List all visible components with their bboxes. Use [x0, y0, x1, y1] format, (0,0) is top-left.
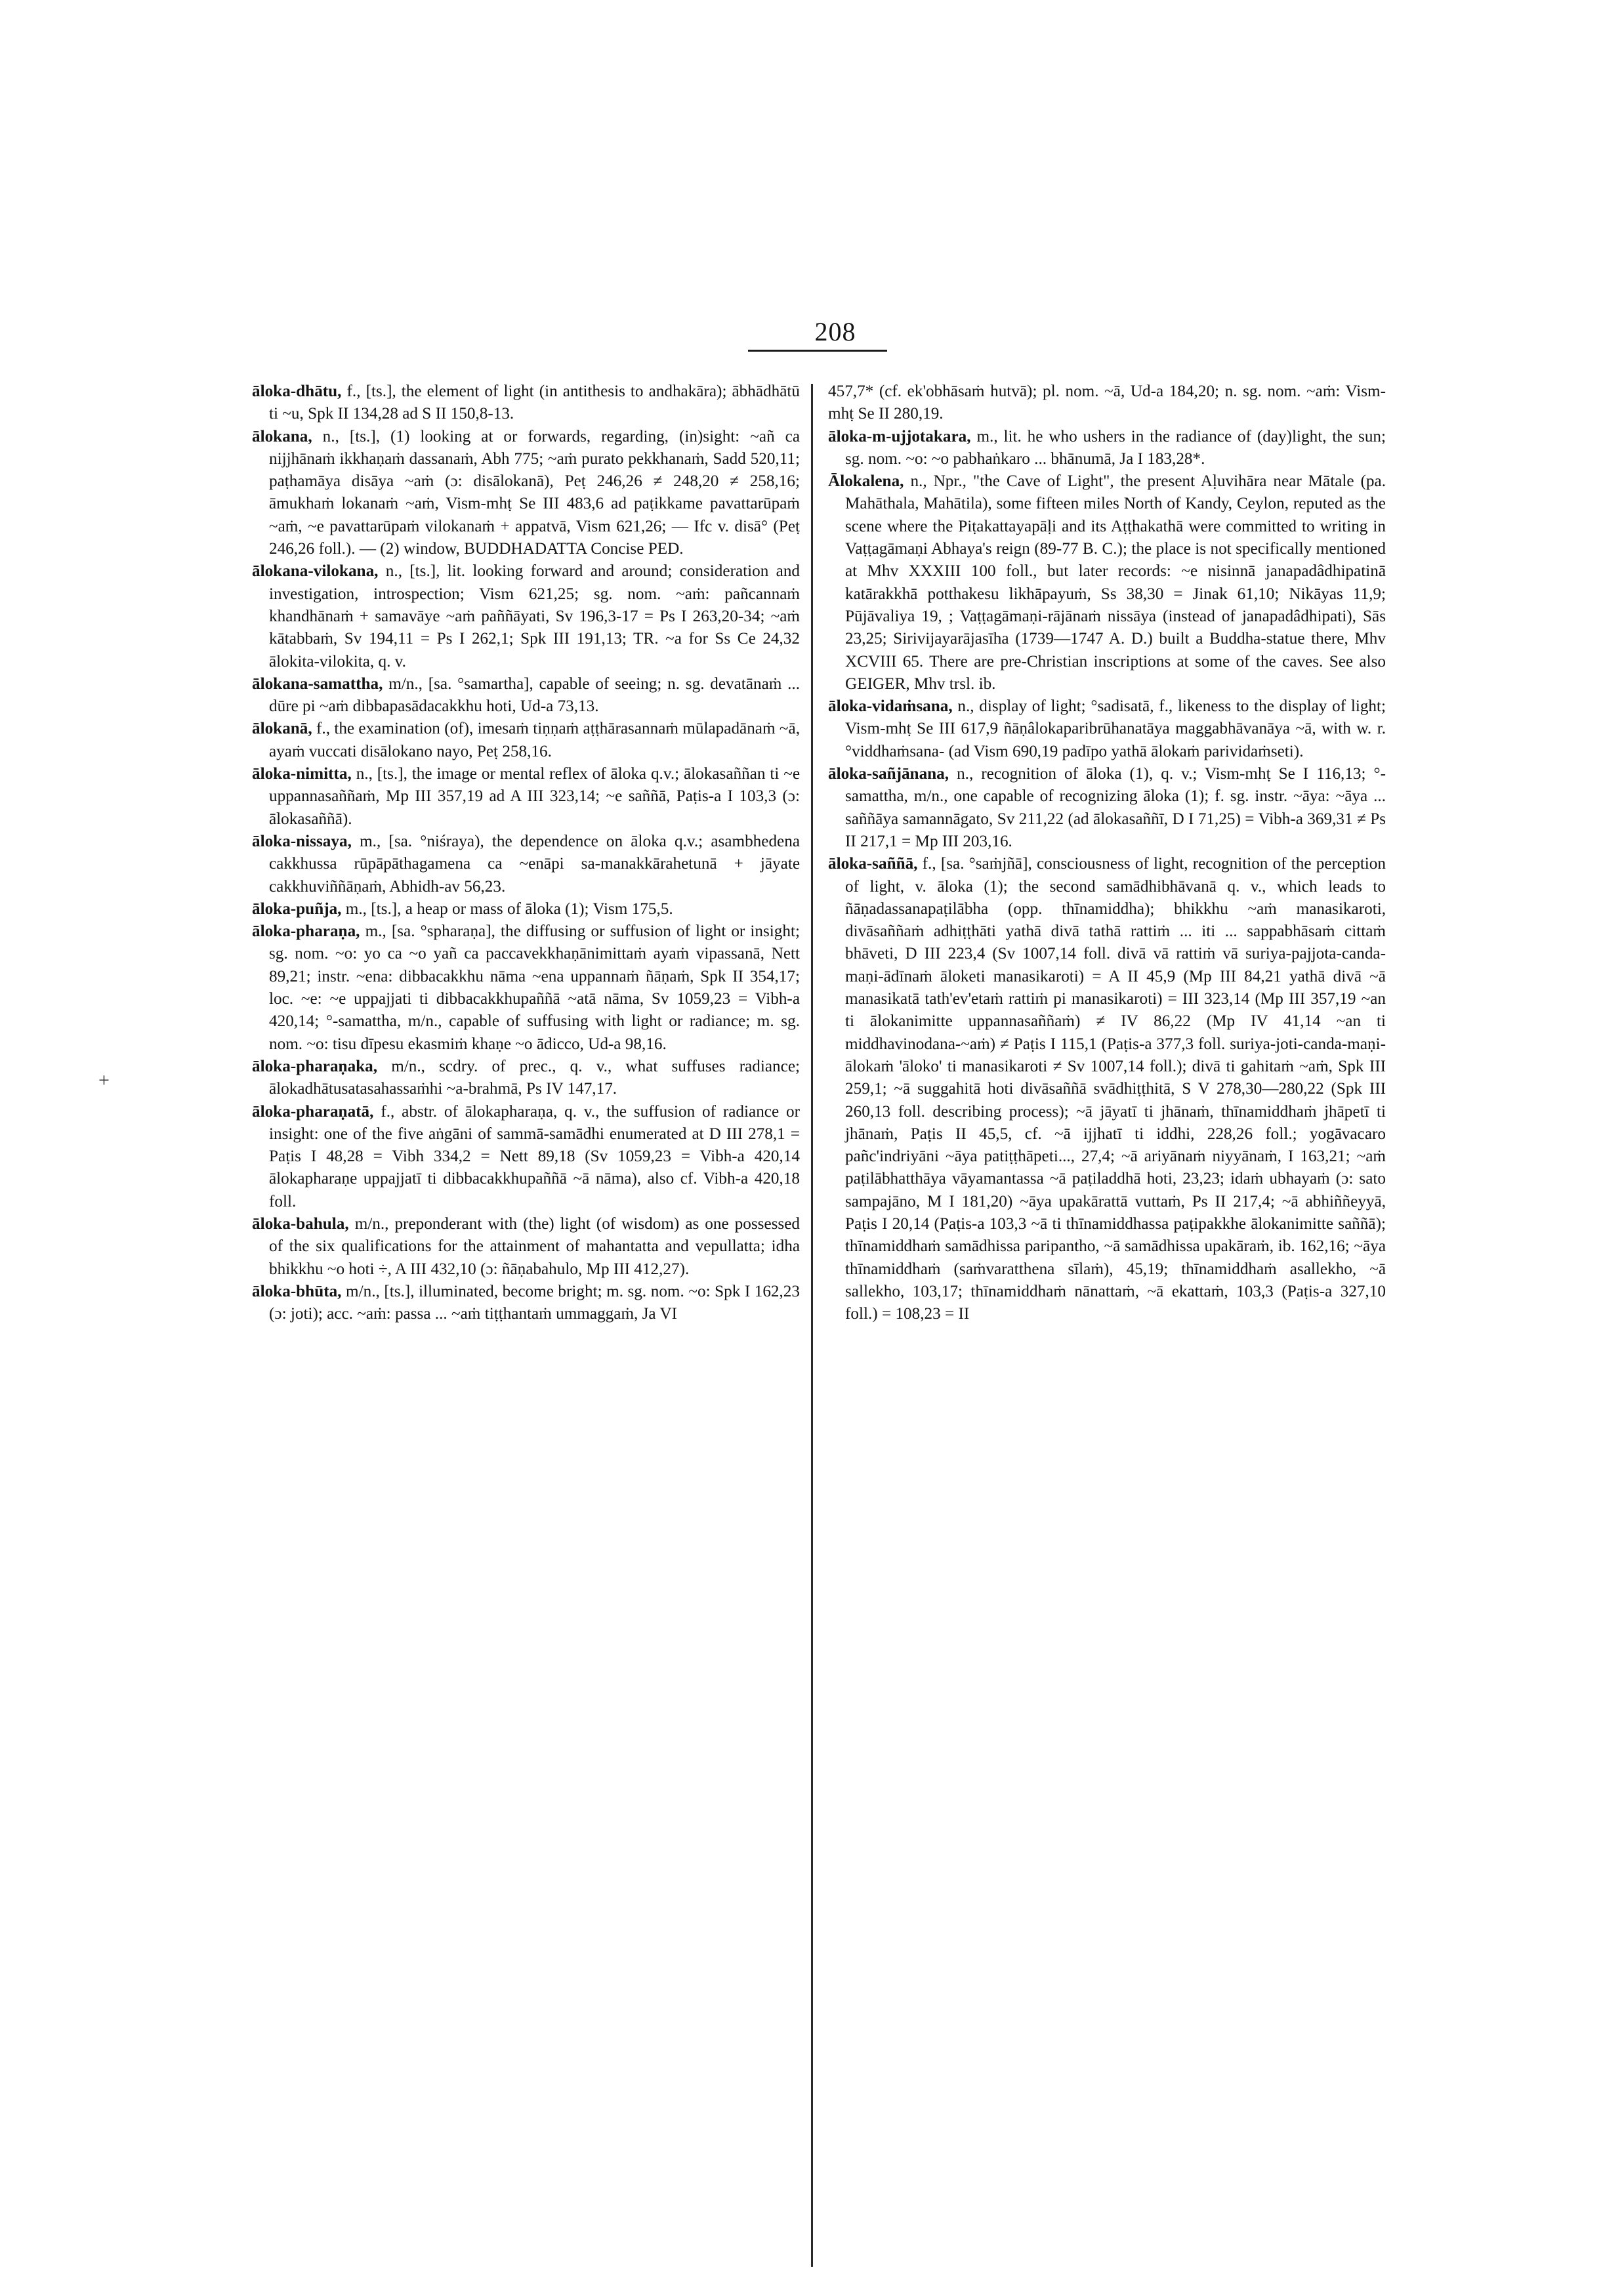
entry-body: n., Npr., "the Cave of Light", the present Aḷuvihāra near Mātale (pa. Mahāthala, Mahātila), some fifteen miles North of Kandy, Ceylon, reputed as the scene where the Piṭakattayapāḷi and its Aṭṭhakathā were committed to writing in Vaṭṭagāmaṇi Abhaya's reign (89-77 B. C.); the place is not specifically mentioned at Mhv XXXIII 100 foll., but later records: ~e nisinnā janapadâdhipatinā katārakkhā potthakesu likhāpayuṁ, Ss 38,30 = Jinak 61,10; Nikāyas 11,9; Pūjāvaliya 19, ; Vaṭṭagāmaṇi-rājānaṁ nissāya (instead of janapadâdhipati), Sās 23,25; Sirivijayarājasīha (1739—1747 A. D.) built a Buddha-statue there, Mhv XCVIII 65. There are pre-Christian inscriptions at some of the caves. See also GEIGER, Mhv trsl. ib. [845, 472, 1386, 693]
dictionary-entry [252, 1056, 800, 1101]
entry-body: n., [ts.], lit. looking forward and around; consideration and investigation, introspection; Vism 621,25; sg. nom. ~aṁ: pañcannaṁ khandhānaṁ + samavāye ~aṁ paññāyati, Sv 196,3-17 = Ps I 263,20-34; ~aṁ kātabbaṁ, Sv 194,11 = Ps I 262,1; Spk III 191,13; TR. ~a for Ss Ce 24,32 ālokita-vilokita, q. v. [269, 562, 800, 671]
entry-headword: āloka-m-ujjotakara, [828, 427, 971, 445]
entry-body: f., abstr. of ālokapharaṇa, q. v., the suffusion of radiance or insight: one of the five aṅgāni of sammā-samādhi enumerated at D III 278,1 = Paṭis I 48,28 = Vibh 334,2 = Nett 89,18 (Sv 1059,23 = Vibh-a 420,14 ālokapharaṇe uppajjatī ti dibbacakkhupaññā ~ā nāma), also cf. Vibh-a 420,18 foll. [269, 1102, 800, 1210]
entry-headword: āloka-nissaya, [252, 832, 352, 850]
entry-headword: āloka-dhātu, [252, 382, 342, 400]
dictionary-entry [828, 381, 1386, 426]
entry-headword: āloka-bhūta, [252, 1282, 342, 1300]
dictionary-entry [252, 1281, 800, 1326]
left-column [252, 381, 800, 2270]
entry-body: m., [sa. °spharaṇa], the diffusing or suffusion of light or insight; sg. nom. ~o: yo ca ~o yañ ca paccavekkhaṇānimittaṁ ayaṁ vipassanā, Nett 89,21; instr. ~ena: dibbacakkhu nāma ~ena uppannaṁ ñāṇaṁ, Spk II 354,17; loc. ~e: ~e uppajjati ti dibbacakkhupaññā ~atā nāma, Sv 1059,23 = Vibh-a 420,14; °-samattha, m/n., capable of suffusing with light or radiance; m. sg. nom. ~o: tisu dīpesu ekasmiṁ khaṇe ~o ādicco, Ud-a 98,16. [269, 922, 800, 1053]
page-number-rule [748, 350, 887, 352]
entry-body: m/n., scdry. of prec., q. v., what suffuses radiance; ālokadhātusatasahassaṁhi ~a-brahmā, Ps IV 147,17. [269, 1057, 800, 1098]
entry-headword: āloka-sañjānana, [828, 765, 949, 783]
entry-body: f., the examination (of), imesaṁ tiṇṇaṁ aṭṭhārasannaṁ mūlapadānaṁ ~ā, ayaṁ vuccati disālokano nayo, Peṭ 258,16. [269, 720, 800, 760]
entry-headword: āloka-puñja, [252, 899, 342, 918]
entry-body: n., display of light; °sadisatā, f., likeness to the display of light; Vism-mhṭ Se III 617,9 ñāṇâlokaparibrūhanatāya maggabhāvanāya ~ā, with w. r. °viddhaṁsana- (ad Vism 690,19 padīpo yathā ālokaṁ parividaṁseti). [845, 697, 1386, 760]
entry-headword: āloka-bahula, [252, 1214, 349, 1233]
entry-headword: āloka-pharaṇatā, [252, 1102, 374, 1121]
dictionary-entry [828, 853, 1386, 1325]
entry-body: f., [ts.], the element of light (in antithesis to andhakāra); ābhādhātū ti ~u, Spk II 134,28 ad S II 150,8-13. [269, 382, 800, 423]
dictionary-entry [252, 718, 800, 763]
entry-body: m/n., [ts.], illuminated, become bright; m. sg. nom. ~o: Spk I 162,23 (ɔ: joti); acc. ~aṁ: passa ... ~aṁ tiṭṭhantaṁ ummaggaṁ, Ja VI [269, 1282, 800, 1323]
entry-body: m., [sa. °niśraya), the dependence on āloka q.v.; asambhedena cakkhussa rūpāpāthagamena ca ~enāpi sa-manakkārahetunā + jāyate cakkhuviññāṇaṁ, Abhidh-av 56,23. [269, 832, 800, 896]
dictionary-entry [828, 695, 1386, 763]
dictionary-entry [252, 1101, 800, 1213]
entry-headword: āloka-vidaṁsana, [828, 697, 953, 716]
dictionary-entry [252, 763, 800, 831]
entry-body: m., [ts.], a heap or mass of āloka (1); Vism 175,5. [345, 899, 673, 918]
entry-headword: ālokana-vilokana, [252, 562, 379, 581]
dictionary-entry [828, 763, 1386, 853]
dictionary-entry [252, 920, 800, 1056]
entry-body: n., recognition of āloka (1), q. v.; Vism-mhṭ Se I 116,13; °-samattha, m/n., one capable of recognizing āloka (1); f. sg. instr. ~āya: ~āya ... saññāya samannāgato, Sv 211,22 (ad ālokasaññī, D I 71,25) = Vibh-a 369,31 ≠ Ps II 217,1 = Mp III 203,16. [845, 765, 1386, 850]
dictionary-entry [252, 381, 800, 426]
entry-body: n., [ts.], (1) looking at or forwards, regarding, (in)sight: ~añ ca nijjhānaṁ ikkhaṇaṁ dassanaṁ, Abh 775; ~aṁ purato pekkhanaṁ, Sadd 520,11; paṭhamāya disāya ~aṁ (ɔ: disālokanā), Peṭ 246,26 ≠ 248,20 ≠ 258,16; āmukhaṁ lokanaṁ ~aṁ, Vism-mhṭ Se III 483,6 ad paṭikkame pavattarūpaṁ ~aṁ, ~e pavattarūpaṁ vilokanaṁ + appatvā, Vism 621,26; — Ifc v. disā° (Peṭ 246,26 foll.). — (2) window, BUDDHADATTA Concise PED. [269, 427, 800, 558]
right-column [828, 381, 1386, 2270]
entry-body: 457,7* (cf. ek'obhāsaṁ hutvā); pl. nom. ~ā, Ud-a 184,20; n. sg. nom. ~aṁ: Vism-mhṭ Se II 280,19. [828, 382, 1386, 423]
dictionary-entry [252, 831, 800, 898]
entry-headword: āloka-saññā, [828, 855, 918, 873]
page-number: 208 [814, 317, 856, 346]
dictionary-entry [252, 673, 800, 718]
entry-headword: Ālokalena, [828, 472, 904, 491]
entry-headword: ālokanā, [252, 720, 312, 738]
entry-headword: āloka-pharaṇa, [252, 922, 360, 941]
entry-body: m/n., preponderant with (the) light (of wisdom) as one possessed of the six qualifications for the attainment of mahantatta and vepullatta; idha bhikkhu ~o hoti ÷, A III 432,10 (ɔ: ñāṇabahulo, Mp III 412,27). [269, 1214, 800, 1278]
entry-headword: ālokana-samattha, [252, 674, 383, 693]
dictionary-entry [252, 898, 800, 920]
dictionary-entry [828, 470, 1386, 695]
entry-body: m/n., [sa. °samartha], capable of seeing; n. sg. devatānaṁ ... dūre pi ~aṁ dibbapasādacakkhu hoti, Ud-a 73,13. [269, 674, 800, 716]
dictionary-entry [252, 426, 800, 561]
margin-mark: + [98, 1069, 110, 1091]
entry-body: n., [ts.], the image or mental reflex of āloka q.v.; ālokasaññan ti ~e uppannasaññaṁ, Mp III 357,19 ad A III 323,14; ~e saññā, Paṭis-a I 103,3 (ɔ: ālokasaññā). [269, 765, 800, 828]
dictionary-entry [252, 1213, 800, 1281]
column-divider [811, 384, 813, 2267]
entry-headword: āloka-pharaṇaka, [252, 1057, 378, 1075]
entry-body: m., lit. he who ushers in the radiance of (day)light, the sun; sg. nom. ~o: ~o pabhaṅkaro ... bhānumā, Ja I 183,28*. [845, 427, 1386, 468]
dictionary-entry [252, 560, 800, 672]
dictionary-entry [828, 426, 1386, 471]
entry-body: f., [sa. °saṁjñā], consciousness of light, recognition of the perception of light, v. āloka (1); the second samādhibhāvanā q. v., which leads to ñāṇadassanapaṭilābha (opp. thīnamiddha); bhikkhu ~aṁ manasikaroti, divāsaññaṁ adhiṭṭhāti yathā divā tathā rattiṁ ... iti ... sappabhāsaṁ cittaṁ bhāveti, D III 223,4 (Sv 1007,14 foll. divā vā rattiṁ vā suriya-pajjota-canda-maṇi-ādīnaṁ āloketi manasikaroti) = A II 45,9 (Mp III 84,21 yathā divā ~ā manasikatā tath'ev'etaṁ rattiṁ pi manasikaroti) = III 323,14 (Mp III 357,19 ~an ti ālokanimitte uppannasaññaṁ) ≠ IV 86,22 (Mp IV 41,14 ~an ti middhavinodana-~aṁ) ≠ Paṭis I 115,1 (Paṭis-a 377,3 foll. suriya-joti-canda-maṇi-ālokaṁ 'āloko' ti manasikaroti ≠ Sv 1007,14 foll.); divā ti gahitaṁ ~aṁ, Spk III 259,1; ~ā suggahitā hoti divāsaññā svādhiṭṭhitā, S V 278,30—280,22 (Spk III 260,13 foll. describing process); ~ā jāyatī ti jhānaṁ, thīnamiddhaṁ jhāpetī ti jhānaṁ, Paṭis II 45,5, cf. ~ā ijjhatī ti iddhi, 228,26 foll.; yogāvacaro pañc'indriyāni ~āya patiṭṭhāpeti..., 27,4; ~ā ariyānaṁ niyyānaṁ, I 163,21; ~aṁ paṭilābhatthāya vāyamantassa ~ā paṭiladdhā hoti, 23,23; idaṁ ubhayaṁ (ɔ: sato sampajāno, M I 181,20) ~āya upakārattā vuttaṁ, Ps II 217,4; ~ā abhiññeyyā, Paṭis I 20,14 (Paṭis-a 103,3 ~ā ti thīnamiddhassa paṭipakkhe ālokanimitte saññā); thīnamiddhaṁ samādhissa paripantho, ~ā samādhissa upakāraṁ, ib. 162,16; ~āya thīnamiddhaṁ (saṁvaratthena sīlaṁ), 45,19; thīnamiddhaṁ asallekho, ~ā sallekho, 103,17; thīnamiddhaṁ nānattaṁ, ~ā ekattaṁ, 103,3 (Paṭis-a 327,10 foll.) = 108,23 = II [845, 855, 1386, 1323]
entry-headword: ālokana, [252, 427, 312, 445]
entry-headword: āloka-nimitta, [252, 765, 352, 783]
